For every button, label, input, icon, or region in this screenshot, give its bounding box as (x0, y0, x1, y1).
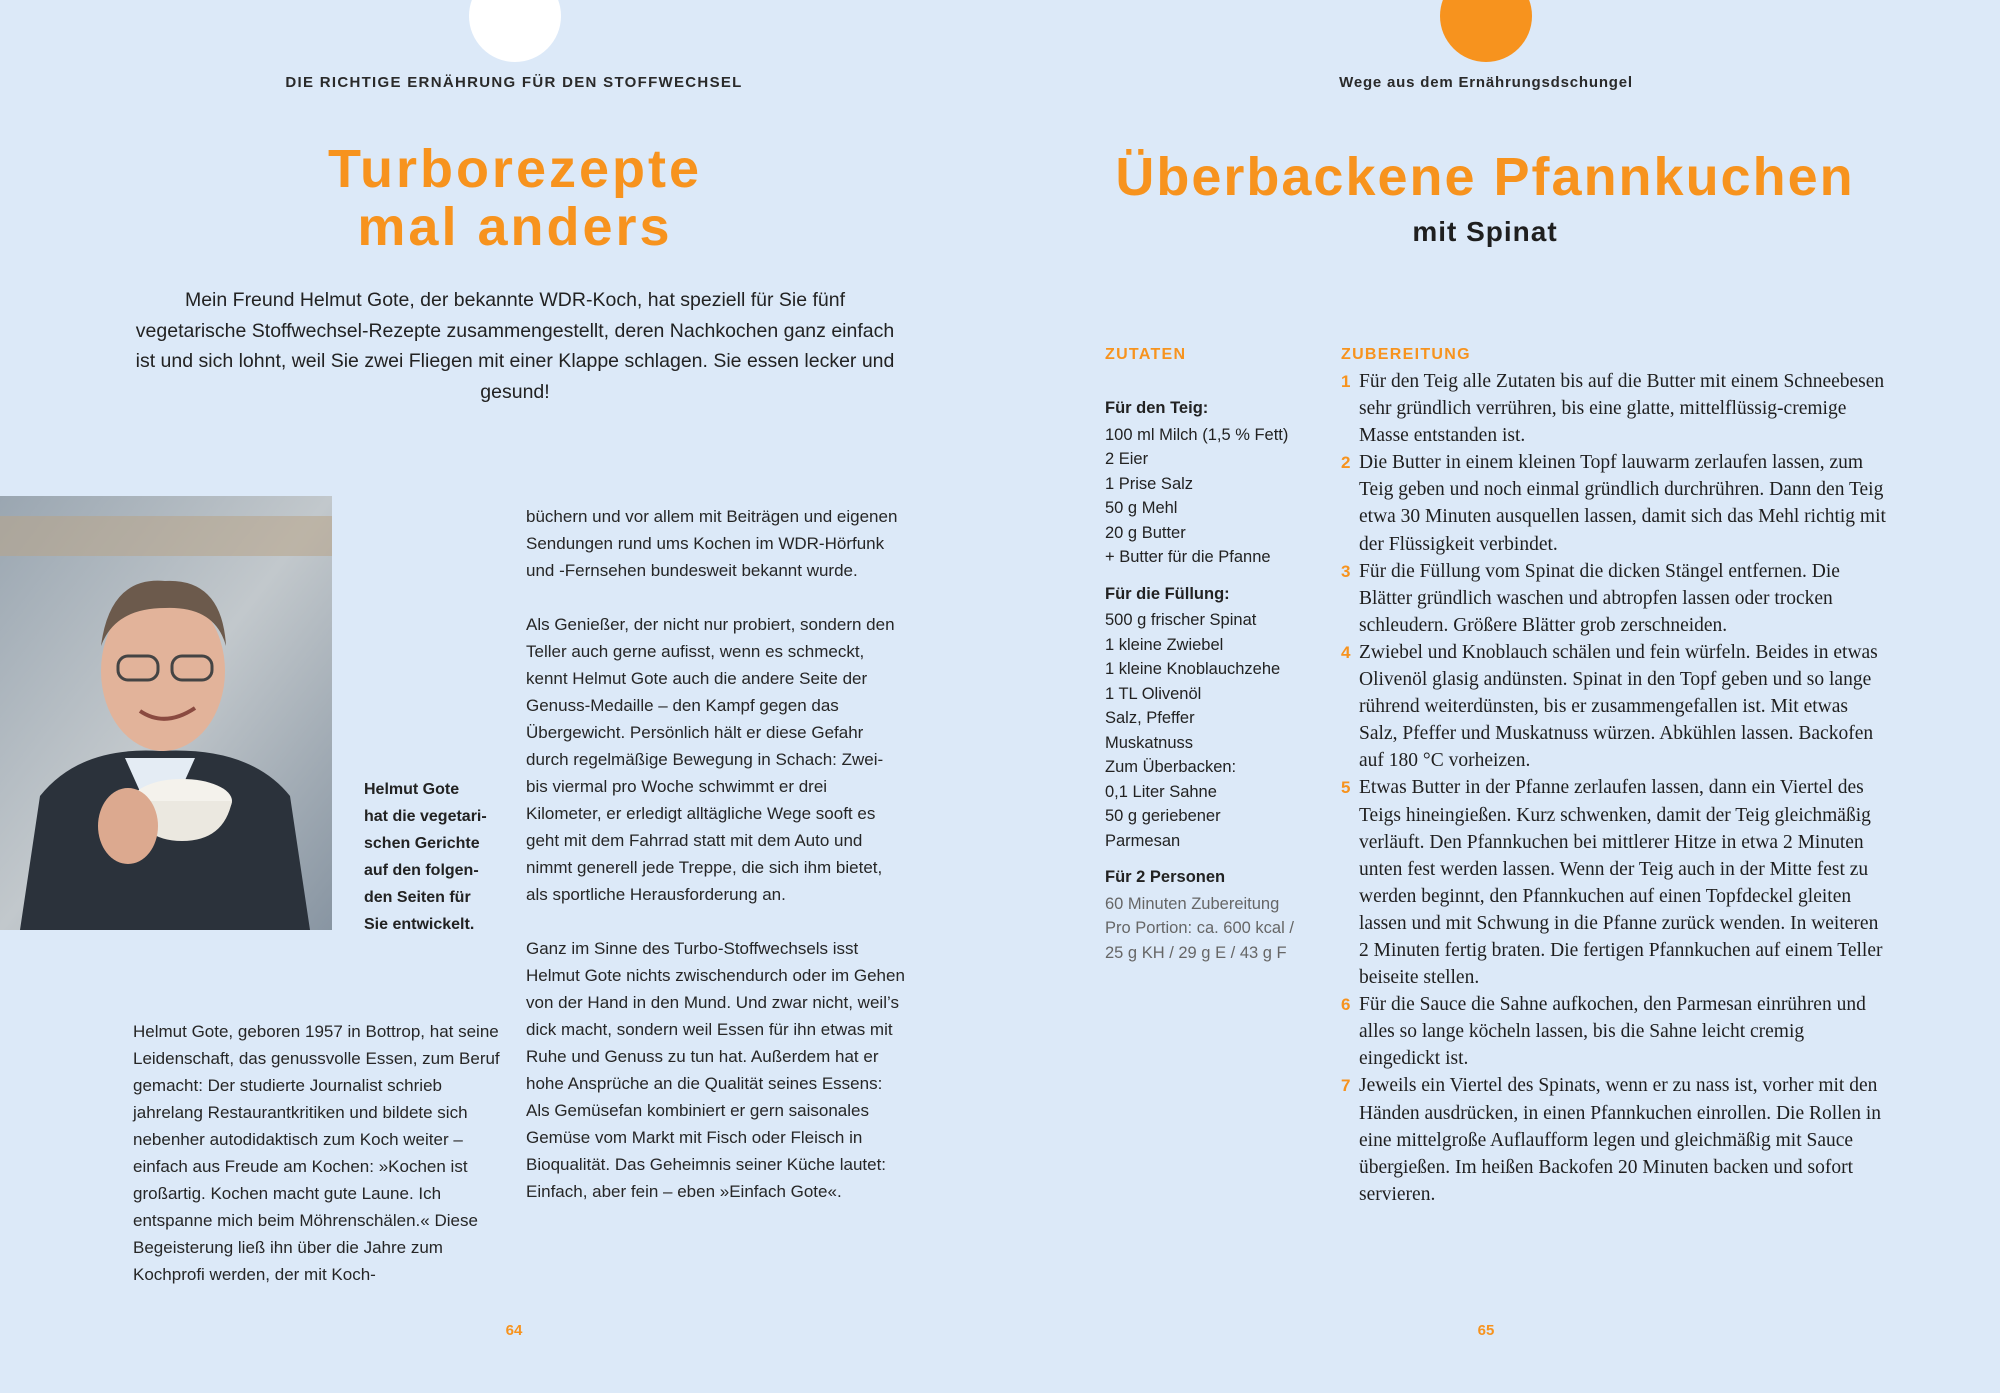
ingredient-item: 1 TL Olivenöl (1105, 684, 1202, 703)
body-paragraph: Ganz im Sinne des Turbo-Stoffwechsels isst Helmut Gote nichts zwischendurch oder im Gehen von der Hand in den Mund. Und zwar nicht, weil’s dick macht, sondern weil Essen für ihn etwas mit Ruhe und Genuss zu tun hat. Außerdem hat er hohe Ansprüche an die Qualität seines Essens: Als Gemüsefan kombiniert er gern saisonales Gemüse vom Markt mit Fisch oder Fleisch in Bioqualität. Das Geheimnis seiner Küche lautet: Einfach, aber fein – eben »Einfach Gote«. (526, 939, 905, 1201)
ingredient-item: 1 kleine Zwiebel (1105, 635, 1224, 654)
preparation-step (1341, 639, 1889, 774)
decorative-circle-orange (1440, 0, 1532, 62)
caption-line: schen Gerichte (364, 835, 480, 852)
caption-line: den Seiten für (364, 889, 471, 906)
step-text: Die Butter in einem kleinen Topf lauwarm zerlaufen lassen, zum Teig geben und noch einmal gründlich durchrühren. Dann den Teig etwa 30 Minuten ausquellen lassen, damit sich das Mehl richtig mit der Flüssigkeit verbindet. (1359, 452, 1886, 555)
caption-line: Sie entwickelt. (364, 916, 475, 933)
caption-line: Helmut Gote (364, 781, 460, 798)
page-title-left (0, 140, 1030, 256)
body-paragraph: Helmut Gote, geboren 1957 in Bottrop, hat seine Leidenschaft, das genussvolle Essen, zum Beruf gemacht: Der studierte Journalist schrieb jahrelang Restaurantkritiken und bildete sich nebenher autodidaktisch zum Koch weiter – einfach aus Freude am Kochen: »Kochen ist großartig. Kochen macht gute Laune. Ich entspanne mich beim Möhrenschälen.« Diese Begeisterung ließ ihn über die Jahre zum Kochprofi werden, der mit Koch- (133, 1022, 500, 1284)
decorative-circle-white (469, 0, 561, 62)
page-number-left: 64 (505, 1322, 523, 1339)
preparation-step (1341, 991, 1889, 1072)
right-page (1000, 0, 2000, 1393)
ingredient-group-heading: Für den Teig: (1105, 399, 1209, 417)
servings-heading: Für 2 Personen (1105, 868, 1226, 886)
recipe-title: Überbackene Pfannkuchen (1115, 147, 1855, 207)
preparation-label: ZUBEREITUNG (1341, 346, 1471, 363)
ingredient-item: 2 Eier (1105, 450, 1149, 468)
preparation-step (1341, 774, 1889, 991)
ingredient-item: 50 g Mehl (1105, 499, 1178, 517)
step-text: Zwiebel und Knoblauch schälen und fein würfeln. Beides in etwas Olivenöl glasig andünsten. Spinat in den Topf geben und so lange rührend weiterdünsten, bis er zusammengefallen ist. Mit etwas Salz, Pfeffer und Muskatnuss würzen. Abkühlen lassen. Backofen auf 180 °C vorheizen. (1359, 641, 1878, 772)
preparation-step (1341, 449, 1889, 557)
ingredients-label: ZUTATEN (1105, 346, 1187, 363)
step-number: 3 (1341, 561, 1351, 581)
photo-caption (364, 776, 494, 938)
ingredient-item: 20 g Butter (1105, 523, 1186, 542)
step-number: 6 (1341, 995, 1351, 1015)
recipe-subtitle: mit Spinat (1412, 216, 1558, 247)
running-head-right: Wege aus dem Ernährungsdschungel (1339, 74, 1633, 91)
body-paragraph: Als Genießer, der nicht nur probiert, sondern den Teller auch gerne aufisst, wenn es schmeckt, kennt Helmut Gote auch die andere Seite der Genuss-Medaille – den Kampf gegen das Übergewicht. Persönlich hält er diese Gefahr durch regelmäßige Bewegung in Schach: Zwei- bis viermal pro Woche schwimmt er drei Kilometer, er erledigt alltägliche Wege sooft es geht mit dem Fahrrad statt mit dem Auto und nimmt generell jede Treppe, die sich ihm bietet, als sportliche Herausforderung an. (526, 615, 895, 904)
ingredients-list (1105, 396, 1325, 965)
step-number: 5 (1341, 778, 1351, 798)
portrait-illustration (0, 496, 332, 930)
body-paragraph: büchern und vor allem mit Beiträgen und eigenen Sendungen rund ums Kochen im WDR-Hörfunk und -Fernsehen bundesweit bekannt wurde. (526, 507, 898, 580)
step-number: 7 (1341, 1076, 1351, 1096)
step-text: Für die Füllung vom Spinat die dicken Stängel entfernen. Die Blätter gründlich waschen und abtropfen lassen oder trocken schleudern. Größere Blätter grob zerschneiden. (1359, 560, 1840, 636)
body-column-b (526, 503, 906, 1232)
title-line-2: mal anders (357, 197, 673, 257)
ingredient-item: 1 Prise Salz (1105, 474, 1194, 493)
caption-line: auf den folgen- (364, 862, 479, 879)
recipe-meta: 60 Minuten Zubereitung (1105, 894, 1280, 913)
recipe-meta: 25 g KH / 29 g E / 43 g F (1105, 943, 1287, 962)
recipe-meta: Pro Portion: ca. 600 kcal / (1105, 919, 1294, 937)
ingredient-group-heading: Für die Füllung: (1105, 584, 1230, 603)
step-text: Für den Teig alle Zutaten bis auf die Butter mit einem Schneebesen sehr gründlich verrühren, bis eine glatte, mittelflüssig-cremige Masse entstanden ist. (1359, 371, 1885, 447)
step-text: Jeweils ein Viertel des Spinats, wenn er zu nass ist, vorher mit den Händen ausdrücken, in einen Pfannkuchen einrollen. Die Rollen in eine mittelgroße Auflaufform legen und gleichmäßig mit Sauce übergießen. Im heißen Backofen 20 Minuten backen und sofort servieren. (1359, 1075, 1882, 1205)
title-line-1: Turborezepte (327, 139, 703, 199)
page-number-right: 65 (1477, 1322, 1495, 1339)
preparation-step (1341, 1072, 1889, 1207)
preparation-step (1341, 368, 1889, 449)
preparation-step (1341, 558, 1889, 639)
intro-text: Mein Freund Helmut Gote, der bekannte WDR-Koch, hat speziell für Sie fünf vegetarische Stoffwechsel-Rezepte zusammengestellt, deren Nachkochen ganz einfach ist und sich lohnt, weil Sie zwei Fliegen mit einer Klappe schlagen. Sie essen lecker und gesund! (135, 289, 895, 403)
ingredient-item: + Butter für die Pfanne (1105, 548, 1271, 566)
ingredient-item: 50 g geriebener (1105, 807, 1221, 825)
preparation-steps (1341, 368, 1889, 1208)
step-text: Etwas Butter in der Pfanne zerlaufen lassen, dann ein Viertel des Teigs hineingießen. Kurz schwenken, damit der Teig gleichmäßig verläuft. Den Pfannkuchen bei mittlerer Hitze in etwa 2 Minuten unten fest werden lassen. Wenn der Teig auch in der Mitte fest zu werden beginnt, den Pfannkuchen auf einen Topfdeckel gleiten lassen und mit Schwung in die Pfanne zurück wenden. In weiteren 2 Minuten fertig braten. Die fertigen Pfannkuchen auf einem Teller beiseite stellen. (1359, 777, 1883, 989)
ingredient-item: Muskatnuss (1105, 733, 1194, 752)
step-number: 1 (1341, 372, 1351, 391)
ingredient-item: 1 kleine Knoblauchzehe (1105, 660, 1281, 678)
ingredient-item: 500 g frischer Spinat (1105, 611, 1257, 629)
ingredient-item: 0,1 Liter Sahne (1105, 782, 1217, 801)
running-head-left: DIE RICHTIGE ERNÄHRUNG FÜR DEN STOFFWECHSEL (285, 74, 743, 91)
ingredient-item: Parmesan (1105, 831, 1181, 850)
body-column-a (133, 1018, 503, 1288)
step-number: 2 (1341, 453, 1351, 473)
step-number: 4 (1341, 642, 1351, 662)
caption-line: hat die vegetari- (364, 808, 487, 825)
portrait-photo (0, 496, 332, 930)
step-text: Für die Sauce die Sahne aufkochen, den Parmesan einrühren und alles so lange köcheln lassen, bis die Sahne leicht cremig eingedickt ist. (1359, 994, 1866, 1070)
ingredient-item: Salz, Pfeffer (1105, 709, 1195, 727)
ingredient-item: 100 ml Milch (1,5 % Fett) (1105, 425, 1289, 444)
ingredient-item: Zum Überbacken: (1105, 758, 1237, 776)
